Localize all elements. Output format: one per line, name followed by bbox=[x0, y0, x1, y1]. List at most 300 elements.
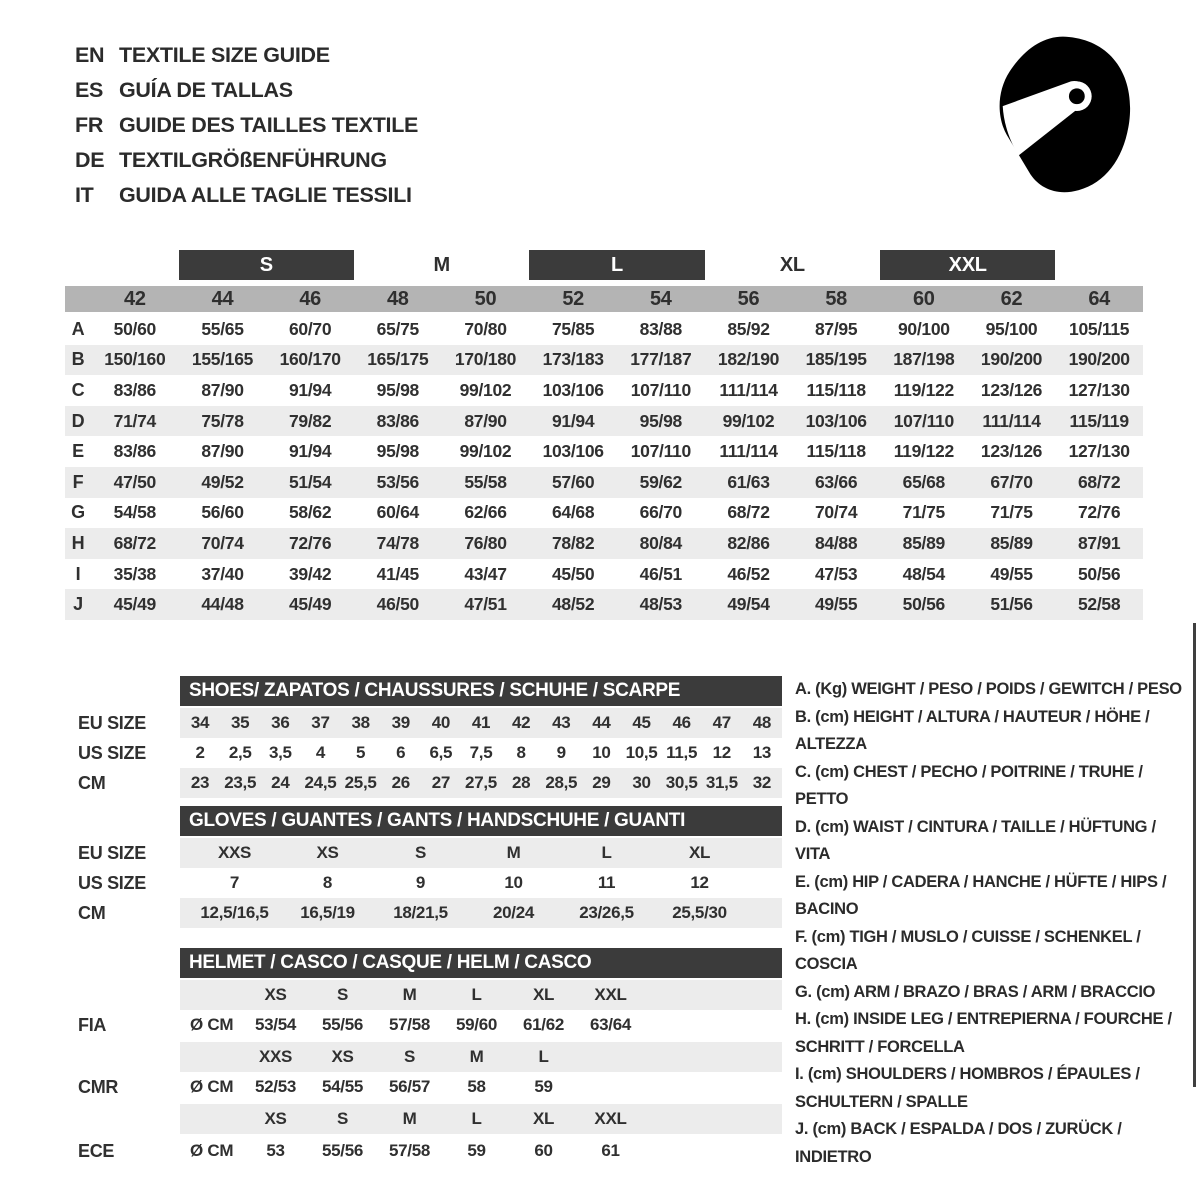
value-cell: 57/58 bbox=[388, 1015, 431, 1034]
value-cell: 34 bbox=[190, 713, 210, 732]
size-cell: 84/88 bbox=[815, 532, 858, 553]
size-cell: 70/74 bbox=[201, 532, 244, 553]
size-cell: 70/80 bbox=[464, 318, 507, 339]
helmet-fia-values-row bbox=[65, 1010, 782, 1040]
numeric-size-header-row bbox=[65, 286, 1143, 312]
value-cell: Ø CM bbox=[190, 1015, 234, 1034]
row-label: CM bbox=[78, 902, 106, 923]
value-cell: L bbox=[471, 985, 482, 1004]
size-cell: 90/100 bbox=[897, 318, 950, 339]
value-cell: 43 bbox=[552, 713, 571, 732]
size-cell: 123/126 bbox=[980, 379, 1043, 400]
size-cell: 53/56 bbox=[376, 471, 419, 492]
size-cell: 70/74 bbox=[815, 502, 858, 523]
value-cell: XS bbox=[331, 1047, 354, 1066]
value-cell: 38 bbox=[351, 713, 370, 732]
size-cell: 49/52 bbox=[201, 471, 244, 492]
size-cell: 67/70 bbox=[990, 471, 1033, 492]
size-cell: 160/170 bbox=[279, 349, 341, 370]
value-cell: 13 bbox=[752, 743, 772, 762]
legend-item: I. (cm) SHOULDERS / HOMBROS / ÉPAULES / SCHULTERN / SPALLE bbox=[795, 1065, 1140, 1111]
lang-code: ES bbox=[75, 78, 104, 102]
value-cell: 61 bbox=[601, 1141, 620, 1160]
value-cell: S bbox=[336, 1109, 349, 1128]
value-cell: 46 bbox=[672, 713, 691, 732]
size-cell: 48/54 bbox=[902, 563, 945, 584]
gloves-us-values bbox=[180, 868, 782, 898]
column-header: 52 bbox=[562, 287, 584, 310]
size-group-s: S bbox=[179, 250, 354, 280]
value-cell: 30 bbox=[632, 773, 651, 792]
table-row bbox=[65, 528, 1143, 559]
size-cell: 66/70 bbox=[639, 502, 682, 523]
size-cell: 49/54 bbox=[727, 594, 770, 615]
size-cell: 45/49 bbox=[113, 594, 156, 615]
size-cell: 59/62 bbox=[639, 471, 682, 492]
size-cell: 78/82 bbox=[552, 532, 595, 553]
column-header: 54 bbox=[649, 287, 672, 310]
size-cell: 79/82 bbox=[289, 410, 332, 431]
legend-item: E. (cm) HIP / CADERA / HANCHE / HÜFTE / HIPS / BACINO bbox=[795, 872, 1167, 918]
row-label: ECE bbox=[78, 1140, 115, 1161]
helmet-ece-sizes-row bbox=[65, 1104, 782, 1134]
size-cell: 51/54 bbox=[289, 471, 332, 492]
size-cell: 87/90 bbox=[464, 410, 507, 431]
value-cell: Ø CM bbox=[190, 1077, 234, 1096]
size-cell: 47/51 bbox=[464, 594, 507, 615]
column-header: 46 bbox=[299, 287, 321, 310]
value-cell: M bbox=[469, 1047, 484, 1066]
value-cell: 32 bbox=[752, 773, 772, 792]
size-cell: 119/122 bbox=[893, 379, 954, 400]
helmet-section-bar: HELMET / CASCO / CASQUE / HELM / CASCO bbox=[180, 948, 782, 978]
size-cell: 95/98 bbox=[376, 441, 419, 462]
size-cell: 57/60 bbox=[552, 471, 595, 492]
column-header: 44 bbox=[211, 287, 234, 310]
value-cell: 16,5/19 bbox=[300, 903, 355, 922]
size-cell: 52/58 bbox=[1078, 594, 1121, 615]
size-cell: 115/118 bbox=[806, 379, 866, 400]
size-cell: 35/38 bbox=[113, 563, 156, 584]
measurement-legend bbox=[795, 676, 1195, 1171]
size-cell: 103/106 bbox=[542, 441, 604, 462]
language-row bbox=[75, 73, 418, 108]
size-cell: 83/86 bbox=[113, 441, 156, 462]
value-cell: 52/53 bbox=[254, 1077, 297, 1096]
size-cell: 111/114 bbox=[982, 410, 1041, 431]
value-cell: 3,5 bbox=[268, 743, 292, 762]
size-cell: 111/114 bbox=[719, 379, 778, 400]
size-cell: 99/102 bbox=[722, 410, 775, 431]
shoes-cm-row bbox=[65, 768, 782, 798]
size-cell: 91/94 bbox=[289, 379, 332, 400]
size-cell: 51/56 bbox=[990, 594, 1033, 615]
value-cell: 44 bbox=[592, 713, 611, 732]
size-cell: 63/66 bbox=[815, 471, 858, 492]
value-cell: 23 bbox=[190, 773, 210, 792]
size-cell: 68/72 bbox=[727, 502, 770, 523]
value-cell: 9 bbox=[415, 873, 426, 892]
value-cell: 5 bbox=[356, 743, 366, 762]
value-cell: 60 bbox=[534, 1141, 553, 1160]
size-cell: 103/106 bbox=[805, 410, 867, 431]
value-cell: 10 bbox=[592, 743, 611, 762]
size-cell: 85/89 bbox=[902, 532, 945, 553]
size-cell: 87/95 bbox=[815, 318, 858, 339]
value-cell: M bbox=[402, 1109, 417, 1128]
size-cell: 105/115 bbox=[1069, 318, 1130, 339]
value-cell: 29 bbox=[592, 773, 611, 792]
value-cell: S bbox=[403, 1047, 416, 1066]
lang-title: GUIDE DES TAILLES TEXTILE bbox=[119, 113, 419, 137]
size-cell: 50/56 bbox=[1078, 563, 1121, 584]
row-label: CM bbox=[78, 772, 106, 793]
size-cell: 107/110 bbox=[893, 410, 954, 431]
size-cell: 95/98 bbox=[639, 410, 682, 431]
size-cell: 37/40 bbox=[201, 563, 244, 584]
table-row bbox=[65, 436, 1143, 467]
legend-item: A. (Kg) WEIGHT / PESO / POIDS / GEWITCH / PESO bbox=[795, 680, 1182, 698]
value-cell: 8 bbox=[322, 873, 333, 892]
size-cell: 83/86 bbox=[113, 379, 156, 400]
lang-title: GUIDA ALLE TAGLIE TESSILI bbox=[119, 183, 412, 207]
size-cell: 187/198 bbox=[893, 349, 955, 370]
row-letter: J bbox=[73, 594, 83, 615]
row-letter: A bbox=[71, 318, 85, 339]
value-cell: M bbox=[506, 843, 521, 862]
value-cell: XXS bbox=[258, 1047, 293, 1066]
shoes-eu-values bbox=[180, 708, 782, 738]
column-header: 50 bbox=[474, 287, 497, 310]
table-row bbox=[65, 406, 1143, 437]
value-cell: 10,5 bbox=[625, 743, 658, 762]
size-cell: 55/65 bbox=[201, 318, 244, 339]
helmet-fia-sizes bbox=[180, 980, 782, 1010]
size-cell: 85/92 bbox=[727, 318, 770, 339]
size-cell: 46/52 bbox=[727, 563, 770, 584]
size-group-m: M bbox=[433, 253, 450, 276]
value-cell: 54/55 bbox=[321, 1077, 364, 1096]
gloves-section-bar: GLOVES / GUANTES / GANTS / HANDSCHUHE / GUANTI bbox=[180, 806, 782, 836]
value-cell: 27 bbox=[431, 773, 451, 792]
language-row bbox=[75, 178, 418, 213]
value-cell: 9 bbox=[556, 743, 566, 762]
table-row bbox=[65, 559, 1143, 590]
value-cell: 28,5 bbox=[545, 773, 578, 792]
legend-item: H. (cm) INSIDE LEG / ENTREPIERNA / FOURCHE / SCHRITT / FORCELLA bbox=[795, 1010, 1172, 1056]
column-header: 48 bbox=[386, 287, 409, 310]
table-row bbox=[65, 498, 1143, 529]
value-cell: 12,5/16,5 bbox=[200, 903, 269, 922]
value-cell: 28 bbox=[511, 773, 531, 792]
value-cell: 25,5 bbox=[344, 773, 377, 792]
value-cell: 36 bbox=[271, 713, 290, 732]
helmet-cmr-values bbox=[180, 1072, 782, 1102]
value-cell: 35 bbox=[231, 713, 250, 732]
table-row bbox=[65, 375, 1143, 406]
helmet-ece-values bbox=[180, 1136, 782, 1166]
row-letter: G bbox=[71, 502, 85, 523]
value-cell: 57/58 bbox=[388, 1141, 431, 1160]
column-header: 60 bbox=[912, 287, 935, 310]
legend-item: J. (cm) BACK / ESPALDA / DOS / ZURÜCK / INDIETRO bbox=[795, 1120, 1122, 1166]
size-cell: 65/75 bbox=[376, 318, 419, 339]
size-cell: 75/78 bbox=[201, 410, 244, 431]
size-cell: 46/50 bbox=[376, 594, 419, 615]
value-cell: 27,5 bbox=[465, 773, 497, 792]
row-label bbox=[65, 1042, 180, 1072]
value-cell: 6 bbox=[396, 743, 406, 762]
size-cell: 58/62 bbox=[289, 502, 332, 523]
value-cell: 8 bbox=[516, 743, 526, 762]
helmet-icon bbox=[980, 30, 1148, 202]
lang-title: TEXTILGRÖßENFÜHRUNG bbox=[119, 148, 387, 172]
row-letter: I bbox=[75, 563, 81, 584]
size-cell: 48/53 bbox=[639, 594, 682, 615]
size-cell: 127/130 bbox=[1068, 379, 1130, 400]
value-cell: L bbox=[471, 1109, 482, 1128]
size-cell: 71/75 bbox=[990, 502, 1033, 523]
row-label: FIA bbox=[78, 1014, 107, 1035]
legend-item: B. (cm) HEIGHT / ALTURA / HAUTEUR / HÖHE / ALTEZZA bbox=[795, 707, 1150, 753]
size-cell: 173/183 bbox=[542, 349, 604, 370]
table-row bbox=[65, 314, 1143, 345]
value-cell: XL bbox=[532, 985, 555, 1004]
helmet-ece-sizes bbox=[180, 1104, 782, 1134]
row-label: CMR bbox=[78, 1076, 119, 1097]
value-cell: S bbox=[336, 985, 349, 1004]
size-cell: 99/102 bbox=[459, 441, 512, 462]
lang-title: GUÍA DE TALLAS bbox=[119, 78, 293, 102]
size-cell: 71/75 bbox=[902, 502, 945, 523]
column-header: 58 bbox=[825, 287, 847, 310]
row-letter: H bbox=[71, 532, 85, 553]
size-cell: 43/47 bbox=[464, 563, 507, 584]
size-cell: 80/84 bbox=[639, 532, 682, 553]
gloves-eu-row bbox=[65, 838, 782, 868]
row-label: EU SIZE bbox=[78, 842, 146, 863]
value-cell: 11 bbox=[597, 873, 616, 892]
helmet-cmr-sizes-row bbox=[65, 1042, 782, 1072]
size-cell: 87/90 bbox=[201, 441, 244, 462]
gloves-cm-values bbox=[180, 898, 782, 928]
row-label: US SIZE bbox=[78, 742, 146, 763]
value-cell: 11,5 bbox=[666, 743, 698, 762]
size-cell: 56/60 bbox=[201, 502, 244, 523]
value-cell: 10 bbox=[504, 873, 523, 892]
value-cell: 42 bbox=[511, 713, 531, 732]
value-cell: XL bbox=[532, 1109, 555, 1128]
legend-item: G. (cm) ARM / BRAZO / BRAS / ARM / BRACCIO bbox=[795, 982, 1156, 1001]
size-cell: 87/90 bbox=[201, 379, 244, 400]
row-label bbox=[65, 1104, 180, 1134]
column-header: 42 bbox=[124, 287, 146, 310]
value-cell: 53 bbox=[266, 1141, 285, 1160]
gloves-eu-values bbox=[180, 838, 782, 868]
size-cell: 72/76 bbox=[1078, 502, 1121, 523]
lang-title: TEXTILE SIZE GUIDE bbox=[119, 43, 330, 67]
size-cell: 61/63 bbox=[727, 471, 770, 492]
size-cell: 119/122 bbox=[893, 441, 954, 462]
size-cell: 50/56 bbox=[902, 594, 945, 615]
language-row bbox=[75, 38, 418, 73]
column-header: 56 bbox=[737, 287, 760, 310]
right-divider-line bbox=[1193, 623, 1196, 1087]
value-cell: 12 bbox=[690, 873, 709, 892]
value-cell: L bbox=[601, 843, 612, 862]
value-cell: XL bbox=[688, 843, 711, 862]
size-cell: 103/106 bbox=[542, 379, 604, 400]
value-cell: 37 bbox=[311, 713, 330, 732]
value-cell: 59 bbox=[467, 1141, 486, 1160]
lang-code: DE bbox=[75, 148, 105, 172]
value-cell: 4 bbox=[315, 743, 326, 762]
value-cell: Ø CM bbox=[190, 1141, 234, 1160]
size-cell: 54/58 bbox=[113, 502, 156, 523]
size-cell: 68/72 bbox=[113, 532, 156, 553]
size-cell: 155/165 bbox=[191, 349, 254, 370]
table-row bbox=[65, 589, 1143, 620]
size-cell: 72/76 bbox=[289, 532, 332, 553]
helmet-ece-values-row bbox=[65, 1136, 782, 1166]
shoes-us-values bbox=[180, 738, 782, 768]
value-cell: 55/56 bbox=[321, 1015, 364, 1034]
shoes-section-bar: SHOES/ ZAPATOS / CHAUSSURES / SCHUHE / SCARPE bbox=[180, 676, 782, 706]
value-cell: M bbox=[402, 985, 417, 1004]
value-cell: XS bbox=[264, 985, 287, 1004]
size-cell: 65/68 bbox=[902, 471, 945, 492]
value-cell: 58 bbox=[467, 1077, 486, 1096]
value-cell: 47 bbox=[712, 713, 731, 732]
helmet-fia-values bbox=[180, 1010, 782, 1040]
row-label: US SIZE bbox=[78, 872, 146, 893]
column-header: 62 bbox=[1000, 287, 1023, 310]
value-cell: 18/21,5 bbox=[393, 903, 448, 922]
value-cell: 23/26,5 bbox=[579, 903, 634, 922]
helmet-cmr-values-row bbox=[65, 1072, 782, 1102]
size-cell: 50/60 bbox=[113, 318, 156, 339]
value-cell: 20/24 bbox=[492, 903, 535, 922]
size-cell: 74/78 bbox=[376, 532, 419, 553]
language-row bbox=[75, 143, 418, 178]
size-cell: 60/64 bbox=[376, 502, 419, 523]
value-cell: 45 bbox=[632, 713, 651, 732]
value-cell: 61/62 bbox=[522, 1015, 565, 1034]
size-cell: 115/119 bbox=[1069, 410, 1129, 431]
value-cell: 24 bbox=[271, 773, 290, 792]
size-cell: 95/98 bbox=[376, 379, 419, 400]
row-label: EU SIZE bbox=[78, 712, 146, 733]
size-cell: 127/130 bbox=[1068, 441, 1130, 462]
size-cell: 190/200 bbox=[1068, 349, 1130, 370]
value-cell: 63/64 bbox=[589, 1015, 632, 1034]
table-row bbox=[65, 467, 1143, 498]
size-cell: 170/180 bbox=[454, 349, 517, 370]
size-cell: 48/52 bbox=[552, 594, 595, 615]
value-cell: 30,5 bbox=[665, 773, 698, 792]
value-cell: 59/60 bbox=[455, 1015, 498, 1034]
size-cell: 60/70 bbox=[289, 318, 332, 339]
size-cell: 41/45 bbox=[376, 563, 419, 584]
size-cell: 99/102 bbox=[459, 379, 512, 400]
value-cell: XS bbox=[264, 1109, 287, 1128]
size-cell: 182/190 bbox=[717, 349, 780, 370]
size-cell: 190/200 bbox=[980, 349, 1043, 370]
size-cell: 83/88 bbox=[639, 318, 682, 339]
language-row bbox=[75, 108, 418, 143]
value-cell: 2,5 bbox=[228, 743, 252, 762]
value-cell: 31,5 bbox=[705, 773, 738, 792]
value-cell: 56/57 bbox=[388, 1077, 431, 1096]
value-cell: XXL bbox=[594, 1109, 627, 1128]
column-header: 64 bbox=[1088, 287, 1110, 310]
size-cell: 49/55 bbox=[815, 594, 858, 615]
gloves-us-row bbox=[65, 868, 782, 898]
size-cell: 107/110 bbox=[630, 441, 691, 462]
size-cell: 47/50 bbox=[113, 471, 156, 492]
helmet-cmr-sizes bbox=[180, 1042, 782, 1072]
value-cell: 39 bbox=[391, 713, 410, 732]
lang-code: IT bbox=[75, 183, 94, 207]
size-cell: 64/68 bbox=[552, 502, 595, 523]
gloves-cm-row bbox=[65, 898, 782, 928]
size-cell: 95/100 bbox=[985, 318, 1038, 339]
size-cell: 45/50 bbox=[552, 563, 595, 584]
value-cell: 6,5 bbox=[429, 743, 453, 762]
size-cell: 177/187 bbox=[630, 349, 692, 370]
size-cell: 123/126 bbox=[980, 441, 1043, 462]
row-letter: D bbox=[71, 410, 85, 431]
value-cell: 48 bbox=[752, 713, 772, 732]
size-cell: 68/72 bbox=[1078, 471, 1121, 492]
value-cell: 41 bbox=[471, 713, 491, 732]
size-cell: 49/55 bbox=[990, 563, 1033, 584]
size-cell: 150/160 bbox=[104, 349, 166, 370]
value-cell: 26 bbox=[391, 773, 410, 792]
size-group-l: L bbox=[529, 250, 704, 280]
value-cell: 53/54 bbox=[254, 1015, 297, 1034]
lang-code: FR bbox=[75, 113, 104, 137]
shoes-cm-values bbox=[180, 768, 782, 798]
table-row bbox=[65, 345, 1143, 376]
row-letter: B bbox=[71, 349, 85, 370]
size-cell: 107/110 bbox=[630, 379, 691, 400]
size-cell: 85/89 bbox=[990, 532, 1033, 553]
value-cell: XXL bbox=[594, 985, 627, 1004]
size-cell: 91/94 bbox=[552, 410, 595, 431]
legend-item: D. (cm) WAIST / CINTURA / TAILLE / HÜFTUNG / VITA bbox=[795, 817, 1156, 863]
size-cell: 55/58 bbox=[464, 471, 507, 492]
size-cell: 44/48 bbox=[201, 594, 244, 615]
size-letter-row bbox=[65, 250, 1143, 280]
value-cell: 25,5/30 bbox=[672, 903, 727, 922]
value-cell: 55/56 bbox=[321, 1141, 364, 1160]
lang-code: EN bbox=[75, 43, 105, 67]
size-cell: 115/118 bbox=[806, 441, 866, 462]
row-letter: F bbox=[72, 471, 84, 492]
size-cell: 62/66 bbox=[464, 502, 507, 523]
measurement-rows bbox=[65, 314, 1143, 620]
size-cell: 71/74 bbox=[113, 410, 156, 431]
language-title-list bbox=[75, 38, 418, 213]
size-cell: 39/42 bbox=[289, 563, 332, 584]
value-cell: 40 bbox=[431, 713, 451, 732]
size-cell: 185/195 bbox=[805, 349, 867, 370]
value-cell: 7 bbox=[229, 873, 240, 892]
value-cell: S bbox=[414, 843, 427, 862]
size-group-xl: XL bbox=[779, 253, 805, 276]
textile-size-table bbox=[65, 250, 1143, 622]
